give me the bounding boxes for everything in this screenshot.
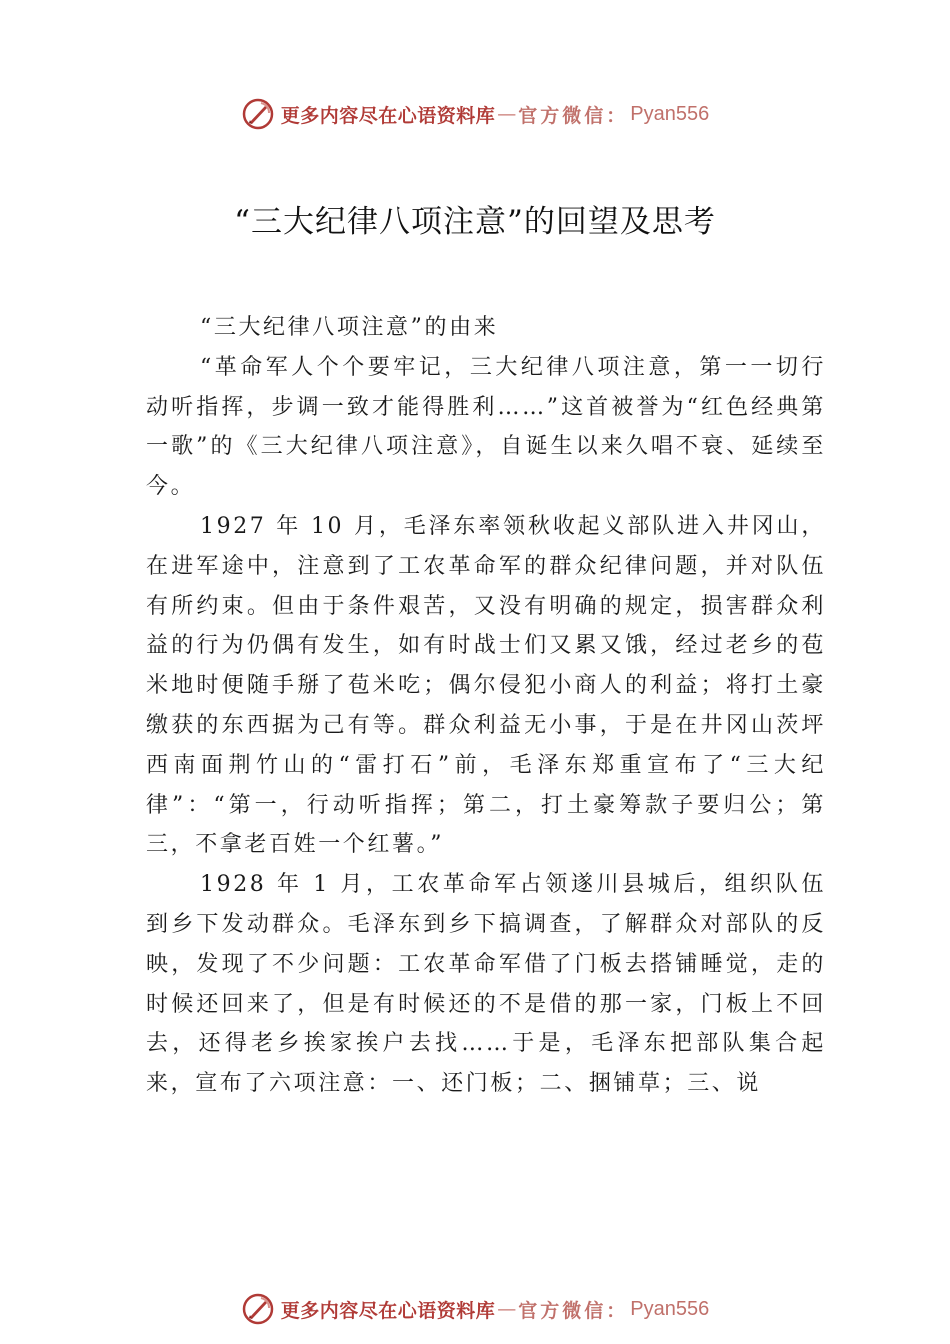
watermark-wechat-id: Pyan556: [630, 1297, 710, 1320]
document-title: “三大纪律八项注意”的回望及思考: [234, 204, 716, 240]
watermark-banner-bottom: [0, 1289, 950, 1329]
paragraph-1: “革命军人个个要牢记，三大纪律八项注意，第一一切行动听指挥，步调一致才能得胜利……”这首被誉为“红色经典第一歌”的《三大纪律八项注意》，自诞生以来久唱不衰、延续至今。: [146, 354, 826, 500]
quill-logo-icon: [241, 1292, 275, 1326]
watermark-banner-top: [0, 94, 950, 134]
watermark-wechat-label: 官方微信：: [518, 1299, 629, 1322]
watermark-main-text: 更多内容尽在心语资料库: [280, 1299, 496, 1322]
quill-logo-icon: [241, 97, 275, 131]
section-subheading: “三大纪律八项注意”的由来: [200, 315, 499, 340]
watermark-main-text: 更多内容尽在心语资料库: [280, 104, 496, 127]
watermark-separator: —: [497, 1298, 517, 1320]
paragraph-3: 1928 年 1 月，工农革命军占领遂川县城后，组织队伍到乡下发动群众。毛泽东到乡下搞调查，了解群众对部队的反映，发现了不少问题：工农革命军借了门板去搭铺睡觉，走的时候还回来了，但是有时候还的不是借的那一家，门板上不回去，还得老乡挨家挨户去找……于是，毛泽东把部队集合起来，宣布了六项注意：一、还门板；二、捆铺草；三、说: [146, 872, 826, 1097]
document-body: [146, 308, 826, 1104]
paragraph-2: 1927 年 10 月，毛泽东率领秋收起义部队进入井冈山，在进军途中，注意到了工农革命军的群众纪律问题，并对队伍有所约束。但由于条件艰苦，又没有明确的规定，损害群众利益的行为仍偶有发生，如有时战士们又累又饿，经过老乡的苞米地时便随手掰了苞米吃；偶尔侵犯小商人的利益；将打土豪缴获的东西据为己有等。群众利益无小事，于是在井冈山茨坪西南面荆竹山的“雷打石”前，毛泽东郑重宣布了“三大纪律”：“第一，行动听指挥；第二，打土豪筹款子要归公；第三，不拿老百姓一个红薯。”: [146, 513, 826, 858]
watermark-separator: —: [497, 103, 517, 125]
watermark-wechat-id: Pyan556: [630, 102, 710, 125]
watermark-wechat-label: 官方微信：: [518, 104, 629, 127]
